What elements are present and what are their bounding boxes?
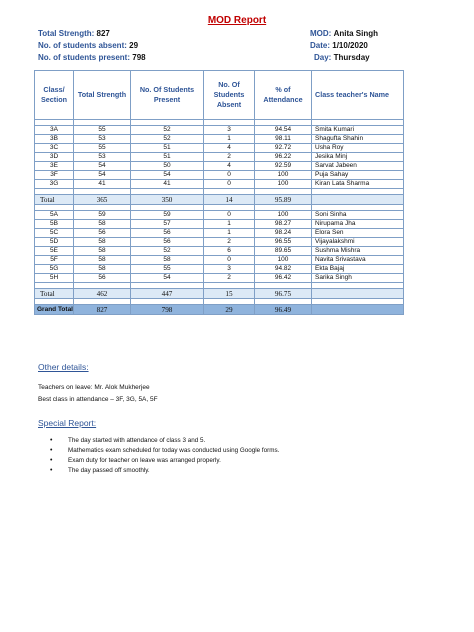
table-cell: 96.75: [255, 289, 312, 299]
total-strength-value: 827: [96, 29, 110, 38]
table-cell: 55: [74, 144, 131, 153]
day-value: Thursday: [333, 53, 370, 62]
table-row: [35, 229, 404, 238]
table-cell: 58: [131, 256, 204, 265]
table-cell: 3E: [35, 162, 74, 171]
mod-label: MOD:: [310, 29, 332, 38]
day: [314, 53, 370, 62]
table-cell: 1: [204, 229, 255, 238]
table-cell: 0: [204, 180, 255, 189]
total-strength-label: Total Strength:: [38, 29, 95, 38]
total-row: [35, 195, 404, 205]
table-cell: 3: [204, 265, 255, 274]
teacher-name-cell: Sushma Mishra: [312, 247, 404, 256]
table-cell: % of Attendance: [255, 71, 312, 120]
table-cell: 5C: [35, 229, 74, 238]
best-class: Best class in attendance – 3F, 3G, 5A, 5F: [38, 396, 158, 403]
table-cell: 1: [204, 135, 255, 144]
teacher-name-cell: Sarvat Jabeen: [312, 162, 404, 171]
table-cell: 59: [74, 211, 131, 220]
table-row: [35, 171, 404, 180]
table-cell: 5H: [35, 274, 74, 283]
table-cell: 1: [204, 220, 255, 229]
table-row: [35, 153, 404, 162]
table-cell: 56: [131, 238, 204, 247]
table-cell: 58: [74, 238, 131, 247]
teacher-name-cell: Vijayalakshmi: [312, 238, 404, 247]
table-cell: Total: [35, 289, 74, 299]
table-row: [35, 256, 404, 265]
teacher-name-cell: Ekta Bajaj: [312, 265, 404, 274]
table-cell: 29: [204, 305, 255, 315]
table-cell: 89.65: [255, 247, 312, 256]
table-cell: 94.82: [255, 265, 312, 274]
table-cell: 827: [74, 305, 131, 315]
special-report-list: [38, 436, 279, 476]
table-row: [35, 144, 404, 153]
teacher-name-cell: Jesika Minj: [312, 153, 404, 162]
teacher-name-cell: Shagufta Shahin: [312, 135, 404, 144]
list-item: • The day passed off smoothly.: [38, 466, 279, 476]
table-cell: 50: [131, 162, 204, 171]
list-item: • Exam duty for teacher on leave was arranged properly.: [38, 456, 279, 466]
teacher-name-cell: Smita Kumari: [312, 126, 404, 135]
list-item: • Mathematics exam scheduled for today was conducted using Google forms.: [38, 446, 279, 456]
table-cell: 95.89: [255, 195, 312, 205]
students-absent-value: 29: [129, 41, 139, 50]
table-cell: 0: [204, 211, 255, 220]
table-row: [35, 126, 404, 135]
table-cell: 4: [204, 144, 255, 153]
table-cell: 100: [255, 211, 312, 220]
table-cell: 56: [74, 274, 131, 283]
students-absent: [38, 41, 138, 50]
table-cell: 58: [74, 247, 131, 256]
students-present-value: 798: [132, 53, 146, 62]
table-cell: 96.49: [255, 305, 312, 315]
table-cell: 58: [74, 220, 131, 229]
table-cell: 365: [74, 195, 131, 205]
table-cell: 98.11: [255, 135, 312, 144]
table-cell: 96.22: [255, 153, 312, 162]
table-cell: 5B: [35, 220, 74, 229]
table-cell: 41: [131, 180, 204, 189]
table-row: [35, 162, 404, 171]
mod: [310, 29, 378, 38]
date-label: Date:: [310, 41, 331, 50]
table-row: [35, 211, 404, 220]
table-cell: 3A: [35, 126, 74, 135]
table-row: [35, 180, 404, 189]
table-cell: Total Strength: [74, 71, 131, 120]
table-cell: 100: [255, 256, 312, 265]
table-cell: 100: [255, 171, 312, 180]
table-cell: 53: [74, 153, 131, 162]
teacher-name-cell: Usha Roy: [312, 144, 404, 153]
table-cell: 3C: [35, 144, 74, 153]
table-cell: 3D: [35, 153, 74, 162]
attendance-table: [34, 70, 404, 315]
table-cell: 59: [131, 211, 204, 220]
table-cell: 98.24: [255, 229, 312, 238]
table-cell: 52: [131, 135, 204, 144]
table-cell: 6: [204, 247, 255, 256]
teachers-on-leave: Teachers on leave: Mr. Alok Mukherjee: [38, 384, 150, 391]
table-cell: 0: [204, 171, 255, 180]
table-cell: 3: [204, 126, 255, 135]
table-cell: 51: [131, 153, 204, 162]
table-cell: 2: [204, 238, 255, 247]
table-cell: 798: [131, 305, 204, 315]
table-row: [35, 238, 404, 247]
date: [310, 41, 368, 50]
teacher-name-cell: Kiran Lata Sharma: [312, 180, 404, 189]
teacher-name-cell: Elora Sen: [312, 229, 404, 238]
teacher-name-cell: [312, 305, 404, 315]
table-cell: 58: [74, 256, 131, 265]
other-details-heading: Other details:: [38, 362, 89, 372]
table-cell: Total: [35, 195, 74, 205]
table-cell: 54: [131, 171, 204, 180]
table-cell: 3G: [35, 180, 74, 189]
table-cell: 3F: [35, 171, 74, 180]
table-cell: 447: [131, 289, 204, 299]
table-cell: 58: [74, 265, 131, 274]
table-cell: 4: [204, 162, 255, 171]
table-row: [35, 247, 404, 256]
table-cell: 55: [131, 265, 204, 274]
table-cell: 0: [204, 256, 255, 265]
table-cell: 98.27: [255, 220, 312, 229]
table-cell: 5G: [35, 265, 74, 274]
table-cell: 5D: [35, 238, 74, 247]
table-cell: 92.72: [255, 144, 312, 153]
table-header-row: [35, 71, 404, 120]
students-present-label: No. of students present:: [38, 53, 131, 62]
table-row: [35, 135, 404, 144]
report-title: MOD Report: [207, 15, 267, 26]
students-present: [38, 53, 146, 62]
table-row: [35, 274, 404, 283]
date-value: 1/10/2020: [332, 41, 368, 50]
table-cell: 52: [131, 126, 204, 135]
teacher-name-cell: Class teacher's Name: [312, 71, 404, 120]
table-cell: 57: [131, 220, 204, 229]
table-cell: 92.59: [255, 162, 312, 171]
table-cell: No. Of Students Absent: [204, 71, 255, 120]
teacher-name-cell: Nirupama Jha: [312, 220, 404, 229]
teacher-name-cell: [312, 289, 404, 299]
table-cell: 55: [74, 126, 131, 135]
table-cell: 350: [131, 195, 204, 205]
table-cell: 54: [131, 274, 204, 283]
table-cell: 56: [131, 229, 204, 238]
table-cell: 2: [204, 153, 255, 162]
table-cell: 51: [131, 144, 204, 153]
table-cell: 15: [204, 289, 255, 299]
table-cell: 56: [74, 229, 131, 238]
table-cell: 14: [204, 195, 255, 205]
table-cell: 94.54: [255, 126, 312, 135]
table-row: [35, 220, 404, 229]
total-row: [35, 289, 404, 299]
teacher-name-cell: Navita Srivastava: [312, 256, 404, 265]
table-cell: 54: [74, 162, 131, 171]
teacher-name-cell: Puja Sahay: [312, 171, 404, 180]
table-cell: 5A: [35, 211, 74, 220]
table-cell: No. Of Students Present: [131, 71, 204, 120]
table-cell: 462: [74, 289, 131, 299]
students-absent-label: No. of students absent:: [38, 41, 127, 50]
table-cell: Class/ Section: [35, 71, 74, 120]
teacher-name-cell: [312, 195, 404, 205]
grand-total-row: [35, 305, 404, 315]
table-cell: 54: [74, 171, 131, 180]
teacher-name-cell: Soni Sinha: [312, 211, 404, 220]
table-cell: 41: [74, 180, 131, 189]
table-cell: 3B: [35, 135, 74, 144]
table-cell: 96.42: [255, 274, 312, 283]
table-cell: 96.55: [255, 238, 312, 247]
day-label: Day:: [314, 53, 332, 62]
table-cell: 53: [74, 135, 131, 144]
table-cell: 100: [255, 180, 312, 189]
list-item: • The day started with attendance of class 3 and 5.: [38, 436, 279, 446]
table-cell: 52: [131, 247, 204, 256]
special-report-heading: Special Report:: [38, 418, 97, 428]
mod-value: Anita Singh: [333, 29, 379, 38]
table-row: [35, 265, 404, 274]
teacher-name-cell: Sarika Singh: [312, 274, 404, 283]
table-cell: 5E: [35, 247, 74, 256]
table-cell: 5F: [35, 256, 74, 265]
table-cell: 2: [204, 274, 255, 283]
table-cell: Grand Total: [35, 305, 74, 315]
total-strength: [38, 29, 110, 38]
